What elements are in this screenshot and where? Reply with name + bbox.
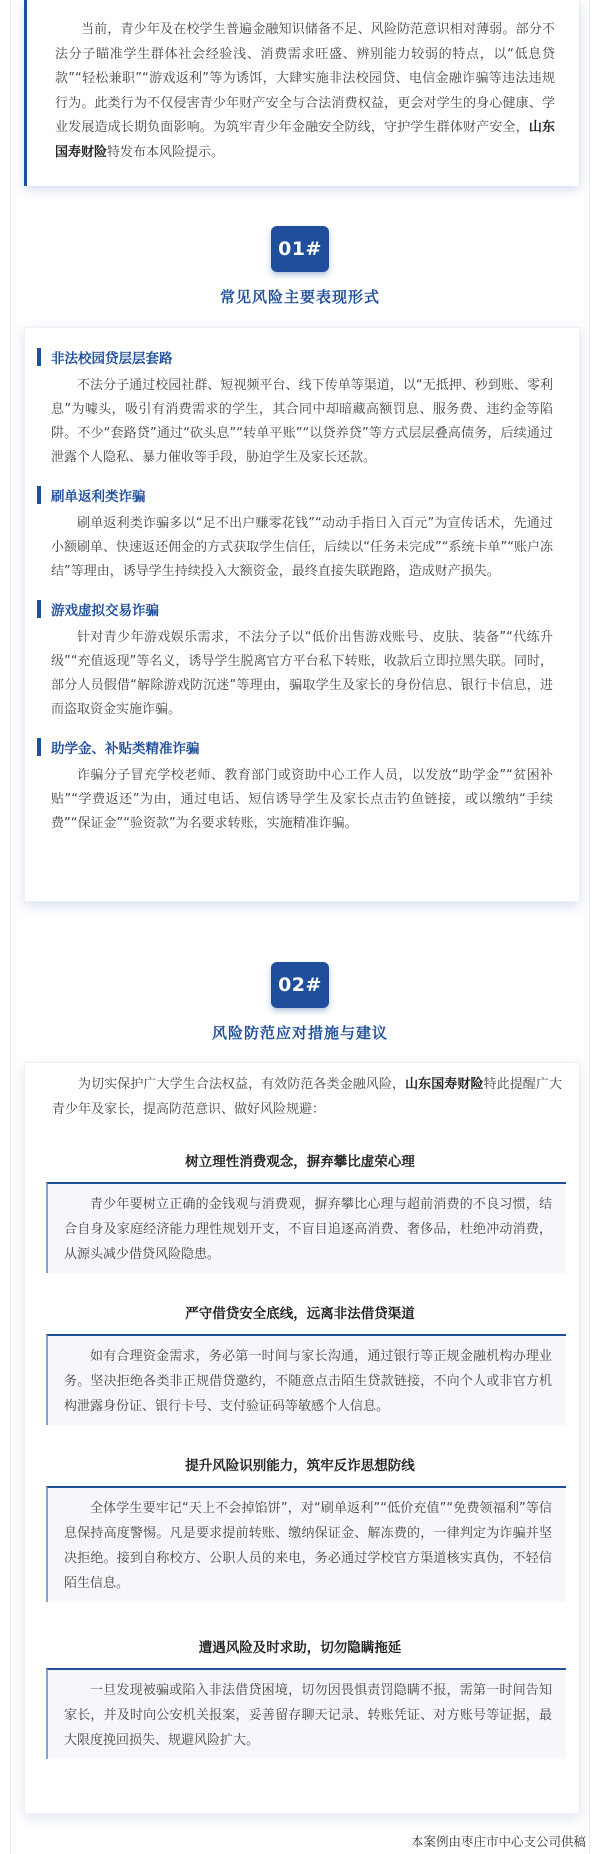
measure-intro bbox=[52, 1072, 562, 1122]
measure-title: 树立理性消费观念，摒弃攀比虚荣心理 bbox=[185, 1154, 415, 1170]
intro-company: 山东国寿财险 bbox=[55, 120, 555, 160]
risk-title: 刷单返利类诈骗 bbox=[51, 489, 146, 505]
risk-item bbox=[37, 736, 553, 836]
intro-card bbox=[24, 0, 580, 186]
measure-text: 全体学生要牢记“天上不会掉馅饼”，对“刷单返利”“低价充值”“免费领福利”等信息保持高度警惕。凡是要求提前转账、缴纳保证金、解冻费的，一律判定为诈骗并坚决拒绝。接到自称校方、公职人员的来电，务必通过学校官方渠道核实真伪，不轻信陌生信息。 bbox=[64, 1501, 552, 1591]
measure-intro-text: 为切实保护广大学生合法权益，有效防范各类金融风险， bbox=[78, 1077, 406, 1092]
risk-title: 非法校园贷层层套路 bbox=[51, 351, 173, 367]
risk-bar bbox=[37, 486, 41, 504]
measure-title: 提升风险识别能力，筑牢反诈思想防线 bbox=[185, 1458, 415, 1474]
measure-text: 一旦发现被骗或陷入非法借贷困境，切勿因畏惧责罚隐瞒不报，需第一时间告知家长，并及时向公安机关报案，妥善留存聊天记录、转账凭证、对方账号等证据，最大限度挽回损失、规避风险扩大。 bbox=[64, 1683, 552, 1748]
risk-item bbox=[37, 484, 553, 584]
measure-box bbox=[46, 1334, 566, 1425]
measure-box bbox=[46, 1668, 566, 1759]
page-border-right bbox=[589, 0, 590, 1854]
intro-text: 当前，青少年及在校学生普遍金融知识储备不足、风险防范意识相对薄弱。部分不法分子瞄准学生群体社会经验浅、消费需求旺盛、辨别能力较弱的特点，以“低息贷款”“轻松兼职”“游戏返利”等为诱饵，大肆实施非法校园贷、电信金融诈骗等违法违规行为。此类行为不仅侵害青少年财产安全与合法消费权益，更会对学生的身心健康、学业发展造成长期负面影响。为筑牢青少年金融安全防线，守护学生群体财产安全， bbox=[55, 22, 555, 135]
risk-head bbox=[37, 484, 553, 506]
measure-box bbox=[46, 1486, 566, 1602]
measure-title: 严守借贷安全底线，远离非法借贷渠道 bbox=[185, 1306, 415, 1322]
measure-box bbox=[46, 1182, 566, 1273]
risk-head bbox=[37, 346, 553, 368]
risk-text: 针对青少年游戏娱乐需求，不法分子以“低价出售游戏账号、皮肤、装备”“代练升级”“充值返现”等名义，诱导学生脱离官方平台私下转账，收款后立即拉黑失联。同时，部分人员假借“解除游戏防沉迷”等理由，骗取学生及家长的身份信息、银行卡信息，进而盗取资金实施诈骗。 bbox=[51, 630, 553, 717]
risk-text: 刷单返利类诈骗多以“足不出户赚零花钱”“动动手指日入百元”为宣传话术，先通过小额刷单、快速返还佣金的方式获取学生信任，后续以“任务未完成”“系统卡单”“账户冻结”等理由，诱导学生持续投入大额资金，最终直接失联跑路，造成财产损失。 bbox=[51, 516, 553, 579]
measure-intro-text-end: 特此提醒广大青少年及家长，提高防范意识、做好风险规避： bbox=[52, 1077, 562, 1117]
section1-title: 常见风险主要表现形式 bbox=[219, 288, 380, 306]
measure-title: 遭遇风险及时求助，切勿隐瞒拖延 bbox=[198, 1640, 402, 1656]
risk-item bbox=[37, 598, 553, 722]
risk-title: 助学金、补贴类精准诈骗 bbox=[51, 741, 200, 757]
risk-text: 不法分子通过校园社群、短视频平台、线下传单等渠道，以“无抵押、秒到账、零利息”为噱头，吸引有消费需求的学生，其合同中却暗藏高额罚息、服务费、违约金等陷阱。不少“套路贷”通过“砍头息”“转单平账”“以贷养贷”等方式层层叠高债务，后续通过泄露个人隐私、暴力催收等手段，胁迫学生及家长还款。 bbox=[51, 378, 553, 465]
risk-head bbox=[37, 598, 553, 620]
risk-head bbox=[37, 736, 553, 758]
risk-bar bbox=[37, 600, 41, 618]
risk-bar bbox=[37, 738, 41, 756]
risk-text: 诈骗分子冒充学校老师、教育部门或资助中心工作人员，以发放“助学金”“贫困补贴”“学费返还”为由，通过电话、短信诱导学生及家长点击钓鱼链接，或以缴纳“手续费”“保证金”“验资款”为名要求转账，实施精准诈骗。 bbox=[51, 768, 553, 831]
intro-paragraph bbox=[55, 18, 555, 165]
risk-title: 游戏虚拟交易诈骗 bbox=[51, 603, 159, 619]
section2-badge: 02# bbox=[271, 962, 329, 1008]
page-border-left bbox=[10, 0, 11, 1854]
section1-badge: 01# bbox=[271, 226, 329, 272]
footer-note: 本案例由枣庄市中心支公司供稿 bbox=[410, 1834, 586, 1849]
risk-bar bbox=[37, 348, 41, 366]
section2-title: 风险防范应对措施与建议 bbox=[211, 1024, 388, 1042]
measure-intro-company: 山东国寿财险 bbox=[405, 1077, 484, 1092]
measure-text: 青少年要树立正确的金钱观与消费观，摒弃攀比心理与超前消费的不良习惯，结合自身及家庭经济能力理性规划开支，不盲目追逐高消费、奢侈品，杜绝冲动消费，从源头减少借贷风险隐患。 bbox=[64, 1197, 552, 1262]
risk-card bbox=[24, 327, 580, 902]
measure-text: 如有合理资金需求，务必第一时间与家长沟通，通过银行等正规金融机构办理业务。坚决拒绝各类非正规借贷邀约，不随意点击陌生贷款链接，不向个人或非官方机构泄露身份证、银行卡号、支付验证码等敏感个人信息。 bbox=[64, 1349, 552, 1414]
intro-text-end: 特发布本风险提示。 bbox=[107, 144, 225, 160]
risk-item bbox=[37, 346, 553, 470]
